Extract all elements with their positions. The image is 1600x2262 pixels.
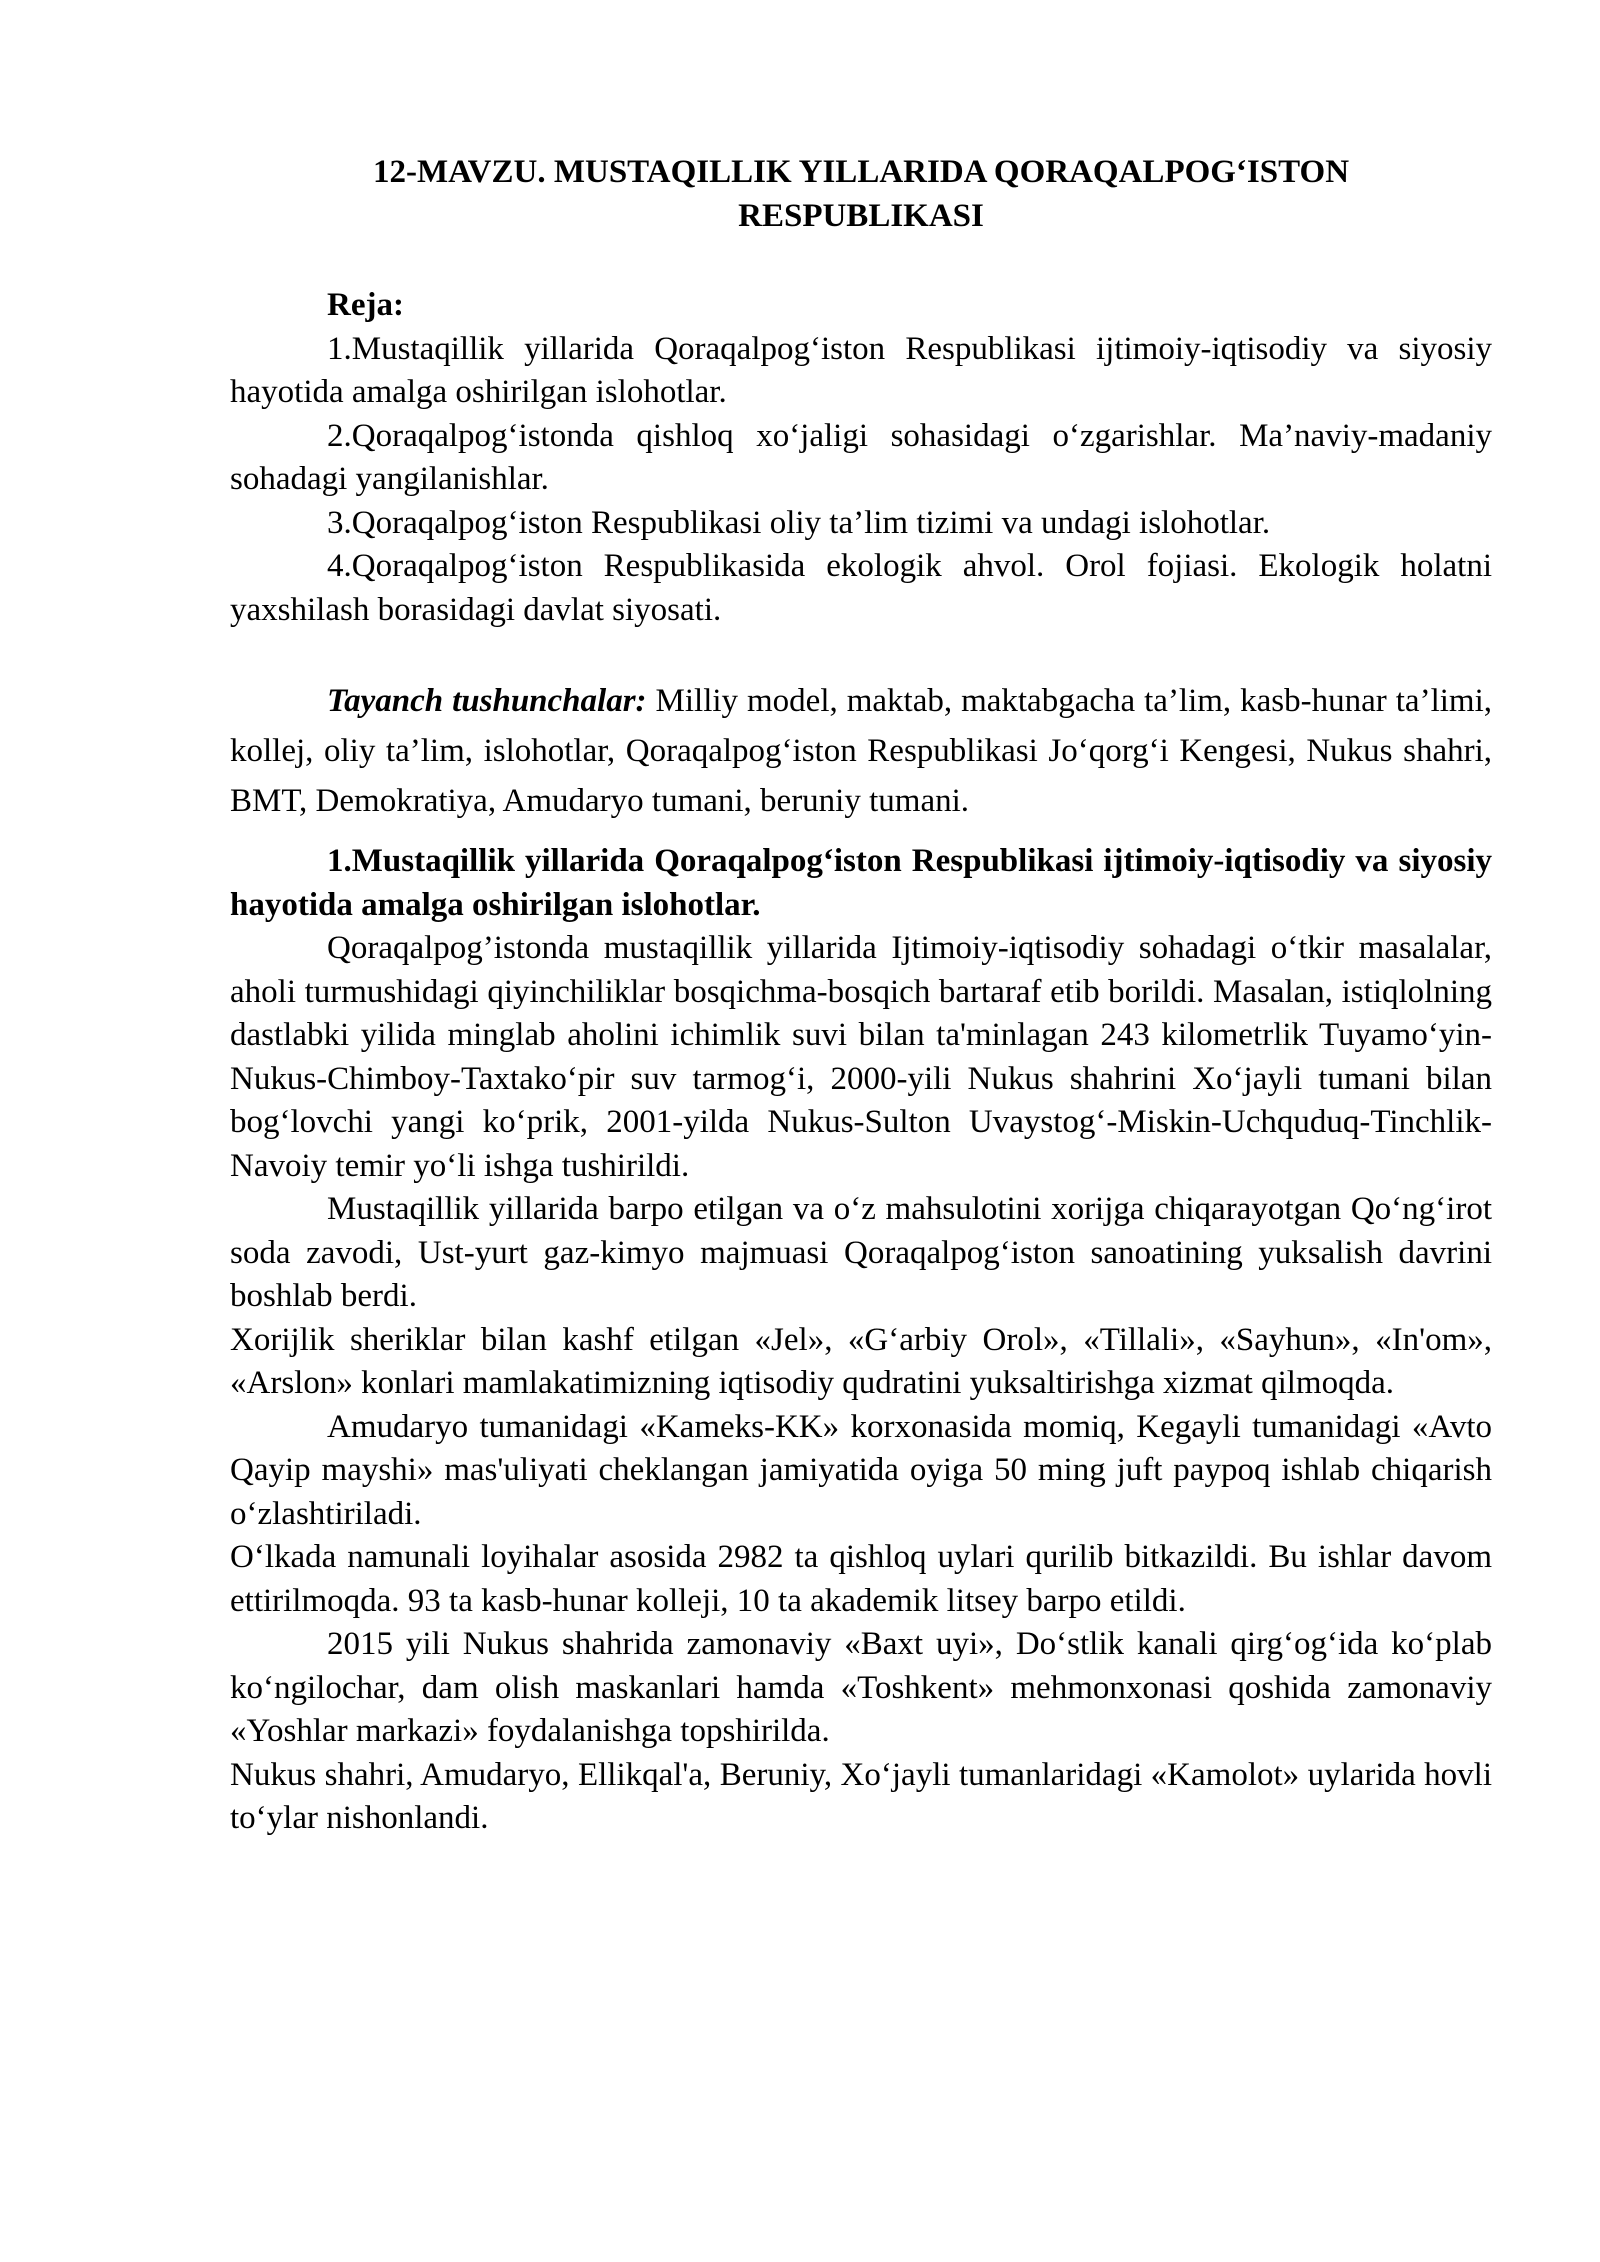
body-paragraph: Amudaryo tumanidagi «Kameks-KK» korxonasida momiq, Kegayli tumanidagi «Avto Qayip mayshi» mas'uliyati cheklangan jamiyatida oyiga 50 ming juft paypoq ishlab chiqarish o‘zlashtiriladi. [230,1408,1492,1532]
title-line-1: 12-MAVZU. MUSTAQILLIK YILLARIDA QORAQALPOG‘ISTON [372,154,1350,190]
body-paragraph: Xorijlik sheriklar bilan kashf etilgan «Jel», «G‘arbiy Orol», «Tillali», «Sayhun», «In'om», «Arslon» konlari mamlakatimizning iqtisodiy qudratini yuksaltirishga xizmat qilmoqda. [230,1321,1492,1401]
section-heading: 1.Mustaqillik yillarida Qoraqalpog‘iston Respublikasi ijtimoiy-iqtisodiy va siyosiy hayotida amalga oshirilgan islohotlar. [230,843,1492,923]
plan-item: 1.Mustaqillik yillarida Qoraqalpog‘iston Respublikasi ijtimoiy-iqtisodiy va siyosiy hayotida amalga oshirilgan islohotlar. [230,330,1492,410]
key-concepts-label: Tayanch tushunchalar: [327,683,647,719]
document-title [230,150,1492,238]
body-paragraph: Nukus shahri, Amudaryo, Ellikqal'a, Beruniy, Xo‘jayli tumanlaridagi «Kamolot» uylarida hovli to‘ylar nishonlandi. [230,1756,1492,1836]
body-paragraph: O‘lkada namunali loyihalar asosida 2982 ta qishloq uylari qurilib bitkazildi. Bu ishlar davom ettirilmoqda. 93 ta kasb-hunar kolleji, 10 ta akademik litsey barpo etildi. [230,1539,1492,1619]
plan-list [230,328,1492,633]
plan-item: 2.Qoraqalpog‘istonda qishloq xo‘jaligi sohasidagi o‘zgarishlar. Ma’naviy-madaniy sohadagi yangilanishlar. [230,417,1492,497]
body-paragraph: Qoraqalpog’istonda mustaqillik yillarida Ijtimoiy-iqtisodiy sohadagi o‘tkir masalalar, aholi turmushidagi qiyinchiliklar bosqichma-bosqich bartaraf etib borildi. Masalan, istiqlolning dastlabki yilida minglab aholini ichimlik suvi bilan ta'minlagan 243 kilometrlik Tuyamo‘yin-Nukus-Chimboy-Taxtako‘pir suv tarmog‘i, 2000-yili Nukus shahrini Xo‘jayli tumani bilan bog‘lovchi yangi ko‘prik, 2001-yilda Nukus-Sulton Uvaystog‘-Miskin-Uchquduq-Tinchlik-Navoiy temir yo‘li ishga tushirildi. [230,930,1492,1184]
title-line-2: RESPUBLIKASI [738,198,984,234]
key-concepts [230,676,1492,826]
body-paragraph: Mustaqillik yillarida barpo etilgan va o‘z mahsulotini xorijga chiqarayotgan Qo‘ng‘irot soda zavodi, Ust-yurt gaz-kimyo majmuasi Qoraqalpog‘iston sanoatining yuksalish davrini boshlab berdi. [230,1191,1492,1314]
document-page [230,150,1492,1841]
key-concepts-text: Milliy model, maktab, maktabgacha ta’lim, kasb-hunar ta’limi, kollej, oliy ta’lim, islohotlar, Qoraqalpog‘iston Respublikasi Jo‘qorg‘i Kengesi, Nukus shahri, BMT, Demokratiya, Amudaryo tumani, beruniy tumani. [230,683,1492,819]
plan-item: 4.Qoraqalpog‘iston Respublikasida ekologik ahvol. Orol fojiasi. Ekologik holatni yaxshilash borasidagi davlat siyosati. [230,548,1492,628]
body-paragraph: 2015 yili Nukus shahrida zamonaviy «Baxt uyi», Do‘stlik kanali qirg‘og‘ida ko‘plab ko‘ngilochar, dam olish maskanlari hamda «Toshkent» mehmonxonasi qoshida zamonaviy «Yoshlar markazi» foydalanishga topshirilda. [230,1626,1492,1749]
plan-item: 3.Qoraqalpog‘iston Respublikasi oliy ta’lim tizimi va undagi islohotlar. [327,504,1271,541]
plan-heading: Reja: [327,287,404,323]
